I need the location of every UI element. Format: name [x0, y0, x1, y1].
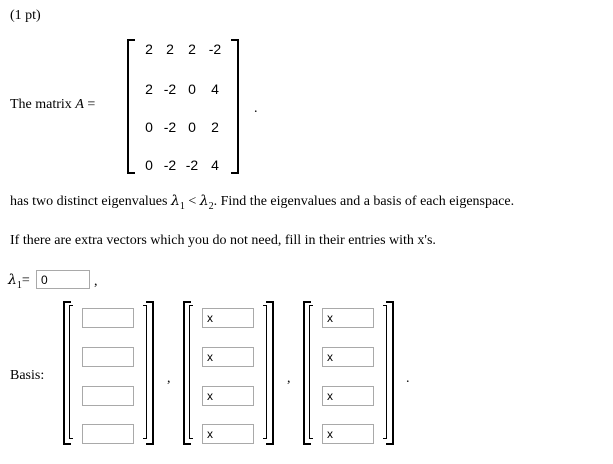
- vector-separator: ,: [287, 371, 291, 386]
- matrix-right-bracket: [231, 39, 239, 174]
- basis-period: .: [406, 371, 410, 386]
- vector-separator: ,: [167, 371, 171, 386]
- lambda-symbol: λ: [170, 193, 180, 209]
- matrix-cell: 2: [166, 41, 174, 57]
- basis1-entry2-input[interactable]: [82, 347, 134, 367]
- less-than-sign: <: [184, 194, 200, 209]
- matrix-cell: -2: [163, 157, 177, 173]
- matrix-cell: 2: [188, 41, 196, 57]
- matrix-label: The matrix: [10, 97, 76, 112]
- vector-left-bracket-inner: [69, 305, 73, 439]
- matrix-cell: 0: [145, 157, 153, 173]
- sentence-text: . Find the eigenvalues and a basis of each eigenspace.: [213, 194, 515, 209]
- lambda-subscript: 1: [16, 279, 22, 291]
- vector-right-bracket: [266, 301, 274, 445]
- lambda1-comma: ,: [94, 274, 98, 289]
- lambda-symbol: λ: [8, 272, 17, 288]
- matrix-variable: A: [75, 97, 84, 112]
- lambda1-label: [8, 272, 30, 291]
- basis2-entry2-input[interactable]: [202, 347, 254, 367]
- equals-sign: =: [21, 273, 30, 288]
- extra-vectors-note: If there are extra vectors which you do not need, fill in their entries with x's.: [10, 233, 436, 248]
- sentence-text: has two distinct eigenvalues: [10, 194, 171, 209]
- matrix-cell: 2: [145, 41, 153, 57]
- basis2-entry3-input[interactable]: [202, 386, 254, 406]
- matrix-cell: 4: [211, 157, 219, 173]
- basis-label: Basis:: [10, 368, 45, 383]
- basis2-entry4-input[interactable]: [202, 424, 254, 444]
- matrix-cell: -2: [163, 119, 177, 135]
- points-label: (1 pt): [10, 8, 41, 23]
- lambda-symbol: λ: [199, 193, 209, 209]
- matrix-cell: -2: [163, 81, 177, 97]
- matrix-cell: -2: [185, 157, 199, 173]
- matrix-cell: 2: [145, 81, 153, 97]
- matrix-cell: 0: [188, 81, 196, 97]
- basis1-entry3-input[interactable]: [82, 386, 134, 406]
- lambda-subscript: 1: [179, 200, 185, 212]
- basis3-entry2-input[interactable]: [322, 347, 374, 367]
- basis3-entry1-input[interactable]: [322, 308, 374, 328]
- vector-right-bracket: [146, 301, 154, 445]
- basis3-entry4-input[interactable]: [322, 424, 374, 444]
- matrix-left-bracket: [127, 39, 135, 174]
- matrix-statement: [10, 97, 95, 113]
- basis1-entry4-input[interactable]: [82, 424, 134, 444]
- lambda1-input[interactable]: [36, 270, 90, 289]
- basis1-entry1-input[interactable]: [82, 308, 134, 328]
- vector-left-bracket-inner: [309, 305, 313, 439]
- vector-right-bracket: [386, 301, 394, 445]
- eigenvalue-sentence: [10, 193, 514, 212]
- matrix-cell: -2: [208, 41, 222, 57]
- matrix-cell: 4: [211, 81, 219, 97]
- matrix-cell: 0: [145, 119, 153, 135]
- basis3-entry3-input[interactable]: [322, 386, 374, 406]
- matrix-cell: 0: [188, 119, 196, 135]
- lambda-subscript: 2: [208, 200, 214, 212]
- equals-sign: =: [87, 97, 96, 112]
- matrix-cell: 2: [211, 119, 219, 135]
- basis2-entry1-input[interactable]: [202, 308, 254, 328]
- matrix-period: .: [254, 101, 258, 116]
- vector-left-bracket-inner: [189, 305, 193, 439]
